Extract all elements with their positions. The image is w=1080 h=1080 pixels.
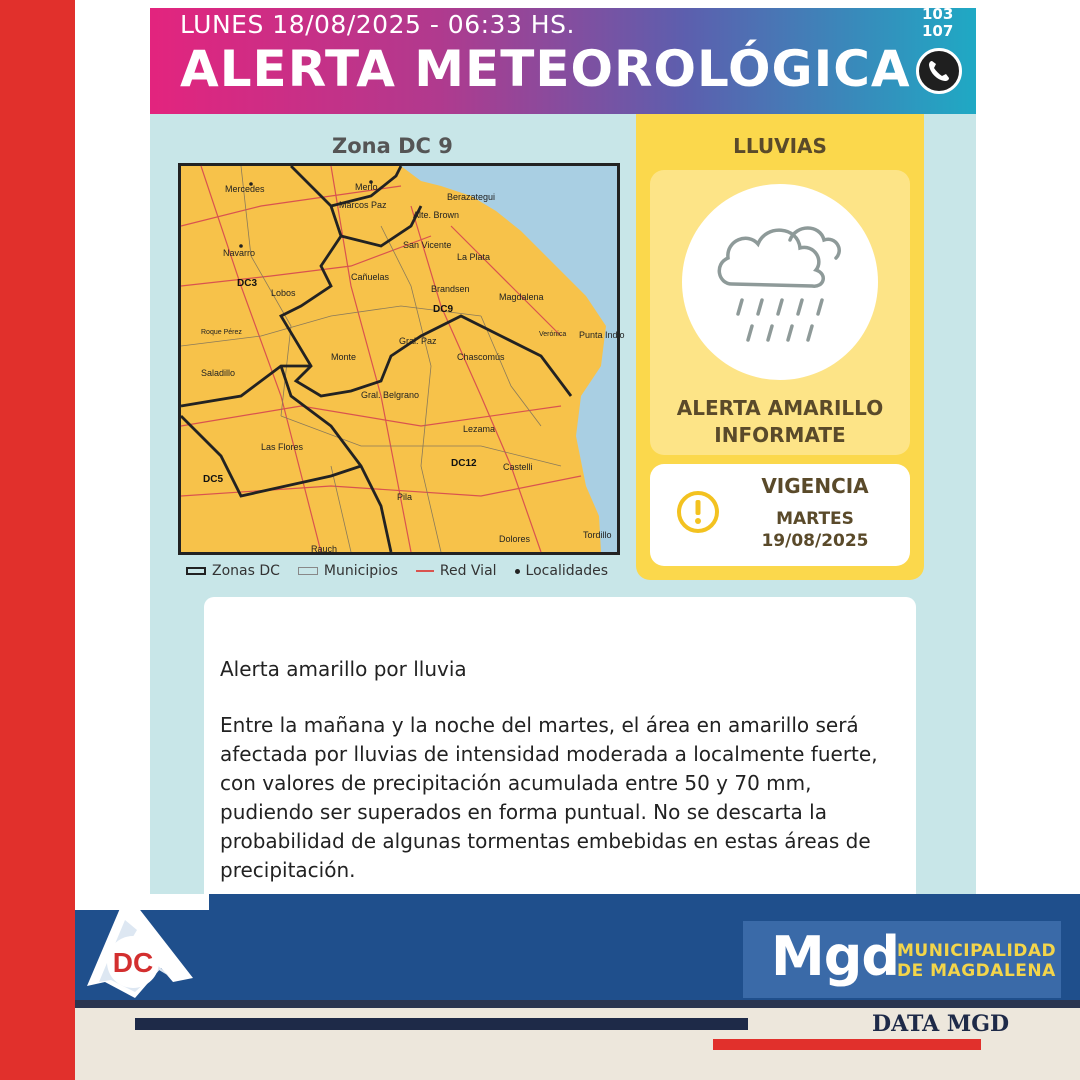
label-monte: Monte xyxy=(331,352,357,362)
description-body: Entre la mañana y la noche del martes, el área en amarillo será afectada por lluvias de intensidad moderada a localmente fuerte, con valores de precipitación acumulada entre 50 y 70 mm, pudiendo ser superados en forma puntual. No se descarta la probabilidad de algunas tormentas embebidas en estas áreas de precipitación. xyxy=(220,713,878,882)
mgd-letters: Mgd xyxy=(771,925,900,988)
zone-labels xyxy=(203,278,477,485)
label-veronica: Verónica xyxy=(539,331,567,338)
validity-box xyxy=(650,464,910,566)
label-mercedes: Mercedes xyxy=(225,184,265,194)
validity-date-value: 19/08/2025 xyxy=(761,531,869,551)
zone-label-dc3: DC3 xyxy=(237,278,258,289)
label-rauch: Rauch xyxy=(311,544,338,554)
emergency-numbers xyxy=(922,6,953,40)
legend-item-localidades: Localidades xyxy=(515,563,608,579)
label-brandsen: Brandsen xyxy=(431,284,470,294)
label-castelli: Castelli xyxy=(503,462,533,472)
municipality-name xyxy=(897,941,1056,981)
map-legend xyxy=(186,563,608,579)
label-alte-brown: Alte. Brown xyxy=(413,210,460,220)
validity-title: VIGENCIA xyxy=(761,474,869,498)
zone-map xyxy=(178,163,625,555)
hazard-title: LLUVIAS xyxy=(733,134,827,158)
alert-side-panel xyxy=(636,114,924,580)
phone-icon xyxy=(916,48,962,94)
alert-header xyxy=(150,5,976,114)
footer-divider xyxy=(75,1000,1080,1008)
validity-day: MARTES xyxy=(776,509,854,529)
rain-cloud-icon xyxy=(682,184,878,380)
municipality-logo xyxy=(743,921,1061,998)
legend-item-zonas: Zonas DC xyxy=(186,563,280,579)
description-heading: Alerta amarillo por lluvia xyxy=(220,657,467,681)
dc-logo-text: DC xyxy=(112,947,154,978)
data-mgd-label: DATA MGD xyxy=(872,1011,1010,1037)
label-gral-paz: Gral. Paz xyxy=(399,336,437,346)
alert-description xyxy=(204,597,916,927)
river-plate-water xyxy=(401,166,617,552)
exclamation-icon xyxy=(676,490,720,534)
footer-red-rule xyxy=(713,1039,981,1050)
label-marcos-paz: Marcos Paz xyxy=(339,200,387,210)
label-lezama: Lezama xyxy=(463,424,496,434)
validity-date xyxy=(720,508,910,552)
zone-label-dc9: DC9 xyxy=(433,304,454,315)
label-magdalena: Magdalena xyxy=(499,292,544,302)
legend-item-red-vial: Red Vial xyxy=(416,563,497,579)
label-dolores: Dolores xyxy=(499,534,531,544)
label-tordillo: Tordillo xyxy=(583,530,612,540)
alert-informate-line: INFORMATE xyxy=(714,423,846,447)
label-berazategui: Berazategui xyxy=(447,192,496,202)
label-gral-belgrano: Gral. Belgrano xyxy=(361,390,420,400)
municipality-name-line-1: MUNICIPALIDAD xyxy=(897,941,1057,961)
alert-date: LUNES 18/08/2025 - 06:33 HS. xyxy=(180,10,575,39)
phone-number-103: 103 xyxy=(922,5,954,23)
zone-label-dc5: DC5 xyxy=(203,474,224,485)
label-la-plata: La Plata xyxy=(457,252,491,262)
zone-label-dc12: DC12 xyxy=(451,458,477,469)
label-merlo: Merlo xyxy=(355,182,378,192)
alert-title: ALERTA METEOROLÓGICA xyxy=(180,40,911,98)
label-saladillo: Saladillo xyxy=(201,368,236,378)
label-lobos: Lobos xyxy=(271,288,296,298)
left-accent-bar xyxy=(0,0,75,1080)
defensa-civil-logo xyxy=(75,900,197,1000)
label-punta-indio: Punta Indio xyxy=(579,330,625,340)
legend-item-municipios: Municipios xyxy=(298,563,398,579)
municipality-name-line-2: DE MAGDALENA xyxy=(897,961,1056,981)
label-canuelas: Cañuelas xyxy=(351,272,390,282)
label-roque-perez: Roque Pérez xyxy=(201,329,242,336)
footer-dark-rule xyxy=(135,1018,748,1030)
alert-level-text xyxy=(650,395,910,449)
label-navarro: Navarro xyxy=(223,248,256,258)
alert-level-line: ALERTA AMARILLO xyxy=(676,396,884,420)
phone-number-107: 107 xyxy=(922,22,954,40)
label-san-vicente: San Vicente xyxy=(403,240,452,250)
alert-card xyxy=(150,5,976,913)
label-las-flores: Las Flores xyxy=(261,442,304,452)
hazard-box xyxy=(650,170,910,455)
label-pila: Pila xyxy=(397,492,413,502)
map-zone-title: Zona DC 9 xyxy=(332,134,453,158)
label-chascomus: Chascomús xyxy=(457,352,505,362)
